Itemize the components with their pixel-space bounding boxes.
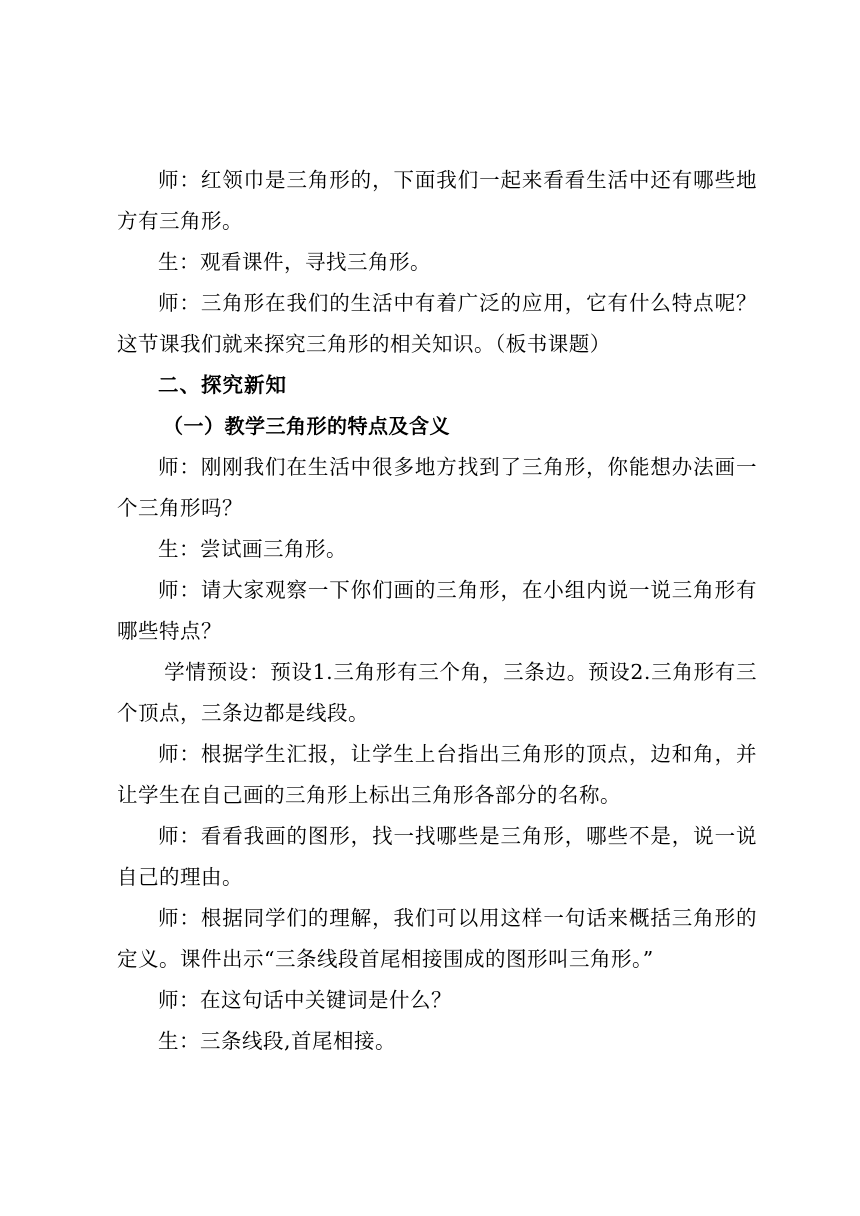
paragraph-teacher-observe: 师：请大家观察一下你们画的三角形，在小组内说一说三角形有哪些特点？ (117, 578, 757, 643)
paragraph-teacher-draw: 师：刚刚我们在生活中很多地方找到了三角形，你能想办法画一个三角形吗？ (117, 455, 757, 520)
paragraph-teacher-shapes: 师：看看我画的图形，找一找哪些是三角形，哪些不是，说一说自己的理由。 (117, 824, 757, 889)
subsection-heading-features: （一）教学三角形的特点及含义 (163, 414, 450, 438)
paragraph-teacher-report: 师：根据学生汇报，让学生上台指出三角形的顶点，边和角，并让学生在自己画的三角形上标出三角形各部分的名称。 (117, 742, 757, 807)
paragraph-preset: 学情预设：预设1.三角形有三个角，三条边。预设2.三角形有三个顶点，三条边都是线段。 (117, 660, 757, 725)
section-heading-explore: 二、探究新知 (158, 373, 287, 397)
paragraph-student-answer: 生：三条线段,首尾相接。 (158, 1029, 397, 1053)
paragraph-student-watch: 生：观看课件，寻找三角形。 (158, 250, 431, 274)
paragraph-teacher-definition: 师：根据同学们的理解，我们可以用这样一句话来概括三角形的定义。课件出示“三条线段首尾相接围成的图形叫三角形。” (117, 906, 757, 971)
paragraph-teacher-keyword: 师：在这句话中关键词是什么？ (158, 988, 452, 1012)
paragraph-student-try: 生：尝试画三角形。 (158, 537, 347, 561)
paragraph-teacher-red-scarf: 师：红领巾是三角形的，下面我们一起来看看生活中还有哪些地方有三角形。 (117, 168, 757, 233)
paragraph-teacher-features: 师：三角形在我们的生活中有着广泛的应用，它有什么特点呢？这节课我们就来探究三角形的相关知识。（板书课题） (117, 291, 757, 356)
document-body (117, 160, 757, 1062)
